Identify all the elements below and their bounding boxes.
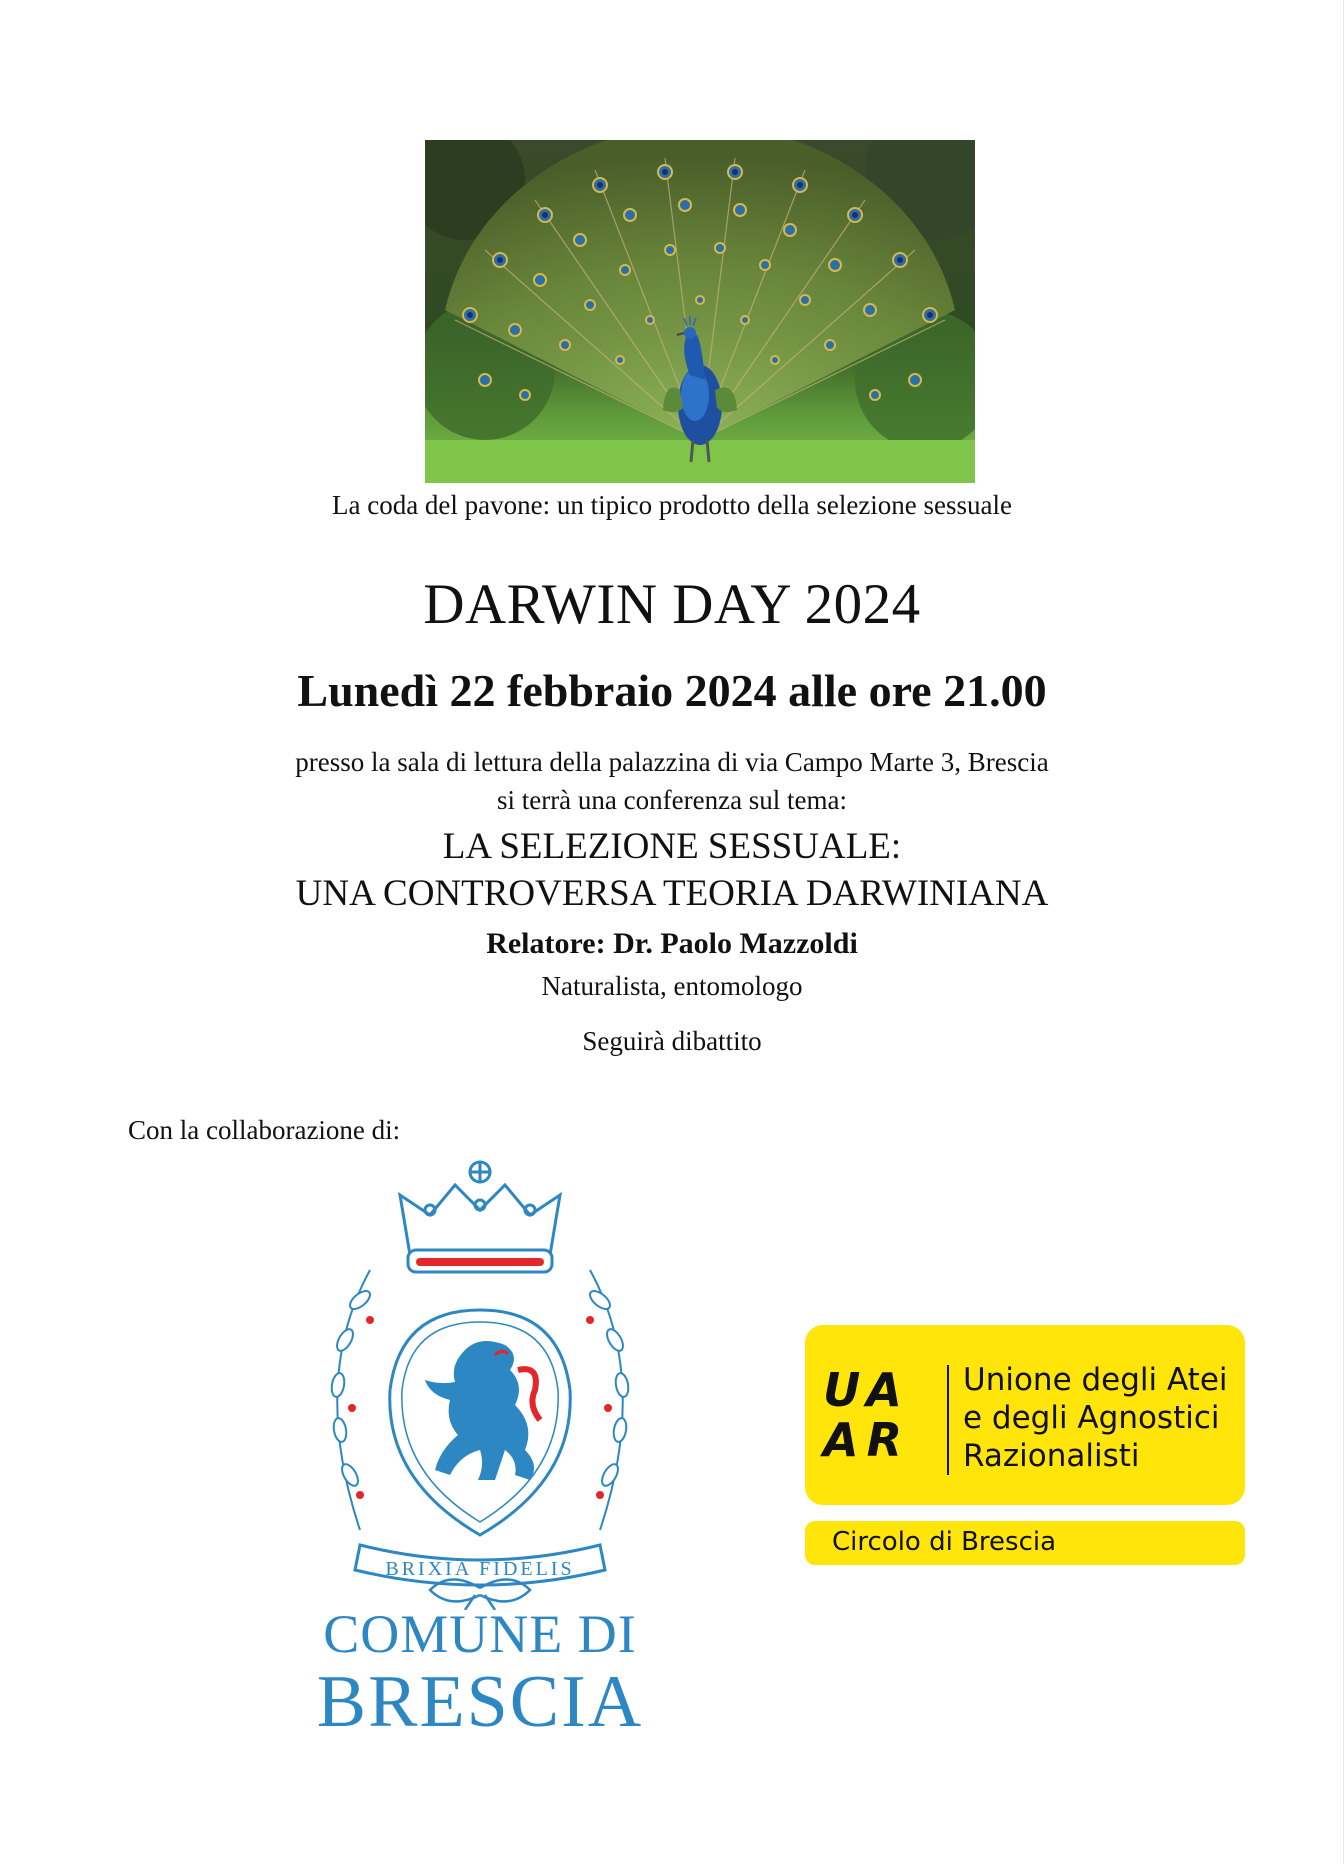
uaar-divider — [947, 1365, 949, 1475]
uaar-branch-name: Circolo di Brescia — [832, 1527, 1057, 1557]
crest-drawing — [290, 1150, 670, 1610]
uaar-monogram-row-2: AR — [823, 1413, 911, 1467]
event-date: Lunedì 22 febbraio 2024 alle ore 21.00 — [297, 665, 1047, 716]
speaker-role: Naturalista, entomologo — [541, 971, 803, 1001]
uaar-logo — [805, 1325, 1245, 1505]
uaar-monogram — [823, 1365, 923, 1475]
comune-name-line-1: COMUNE DI — [323, 1604, 637, 1664]
crest-motto: BRIXIA FIDELIS — [385, 1558, 575, 1580]
photo-caption: La coda del pavone: un tipico prodotto della selezione sessuale — [331, 490, 1013, 520]
topic-line-2: UNA CONTROVERSA TEORIA DARWINIANA — [295, 873, 1049, 914]
uaar-monogram-row-1: UA — [823, 1363, 910, 1417]
peacock-illustration — [425, 140, 975, 483]
uaar-branch-banner — [805, 1521, 1245, 1565]
uaar-name-line-2: e degli Agnostici — [963, 1400, 1220, 1436]
uaar-full-name — [963, 1361, 1228, 1475]
uaar-name-line-1: Unione degli Atei — [963, 1362, 1228, 1398]
topic-line-1: LA SELEZIONE SESSUALE: — [442, 826, 902, 867]
peacock-photo — [425, 140, 975, 483]
debate-note: Seguirà dibattito — [582, 1026, 762, 1056]
speaker-name: Relatore: Dr. Paolo Mazzoldi — [486, 927, 858, 960]
conference-intro: si terrà una conferenza sul tema: — [496, 785, 848, 815]
collaboration-label: Con la collaborazione di: — [128, 1115, 401, 1145]
uaar-name-line-3: Razionalisti — [963, 1438, 1140, 1474]
event-title: DARWIN DAY 2024 — [423, 573, 921, 636]
comune-name-line-2: BRESCIA — [316, 1661, 644, 1743]
event-venue: presso la sala di lettura della palazzina di via Campo Marte 3, Brescia — [295, 747, 1049, 777]
